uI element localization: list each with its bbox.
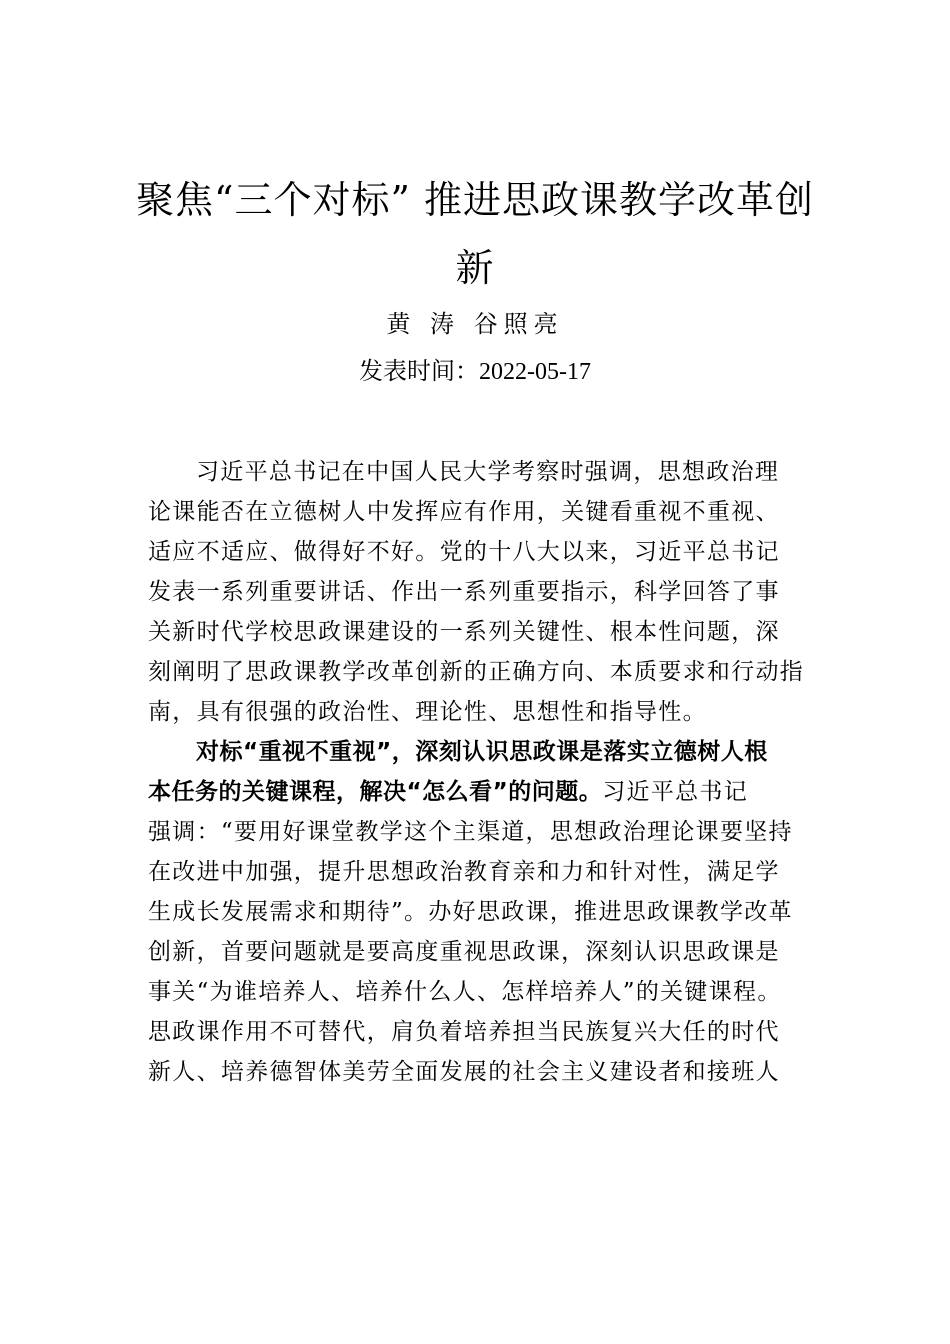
paragraph-1 (148, 452, 818, 732)
paragraph-2 (148, 732, 818, 1092)
paragraph-line: 适应不适应、做得好不好。党的十八大以来，习近平总书记 (148, 539, 780, 565)
paragraph-line: 思政课作用不可替代，肩负着培养担当民族复兴大任的时代 (148, 1019, 780, 1045)
paragraph-line: 新人、培养德智体美劳全面发展的社会主义建设者和接班人 (148, 1059, 780, 1085)
paragraph-line: 强调：“要用好课堂教学这个主渠道，思想政治理论课要坚持 (148, 819, 793, 845)
paragraph-line: 关新时代学校思政课建设的一系列关键性、根本性问题，深 (148, 619, 780, 645)
paragraph-line: 事关“为谁培养人、培养什么人、怎样培养人”的关键课程。 (148, 979, 782, 1005)
paragraph-line: 习近平总书记在中国人民大学考察时强调，思想政治理 (196, 459, 780, 485)
paragraph-line-rest: 习近平总书记 (602, 779, 749, 805)
paragraph-line: 刻阐明了思政课教学改革创新的正确方向、本质要求和行动指 (148, 659, 805, 685)
paragraph-line: 生成长发展需求和期待”。办好思政课，推进思政课教学改革 (148, 899, 793, 925)
paragraph-line: 在改进中加强，提升思想政治教育亲和力和针对性，满足学 (148, 859, 780, 885)
paragraph-line: 论课能否在立德树人中发挥应有作用，关键看重视不重视、 (148, 499, 780, 525)
publish-date: 发表时间：2022-05-17 (359, 359, 591, 385)
paragraph-heading-line: 对标“重视不重视”，深刻认识思政课是落实立德树人根 (196, 739, 768, 765)
paragraph-line: 创新，首要问题就是要高度重视思政课，深刻认识思政课是 (148, 939, 780, 965)
article-title-line-2: 新 (455, 246, 495, 290)
paragraph-heading-tail: 本任务的关键课程，解决“怎么看”的问题。 (148, 779, 603, 805)
article-title-line-1: 聚焦“三个对标” 推进思政课教学改革创 (136, 178, 814, 222)
article-authors: 黄 涛 谷照亮 (386, 310, 564, 338)
paragraph-mixed-line (148, 772, 818, 812)
paragraph-line: 发表一系列重要讲话、作出一系列重要指示，科学回答了事 (148, 579, 780, 605)
paragraph-line: 南，具有很强的政治性、理论性、思想性和指导性。 (148, 699, 707, 725)
